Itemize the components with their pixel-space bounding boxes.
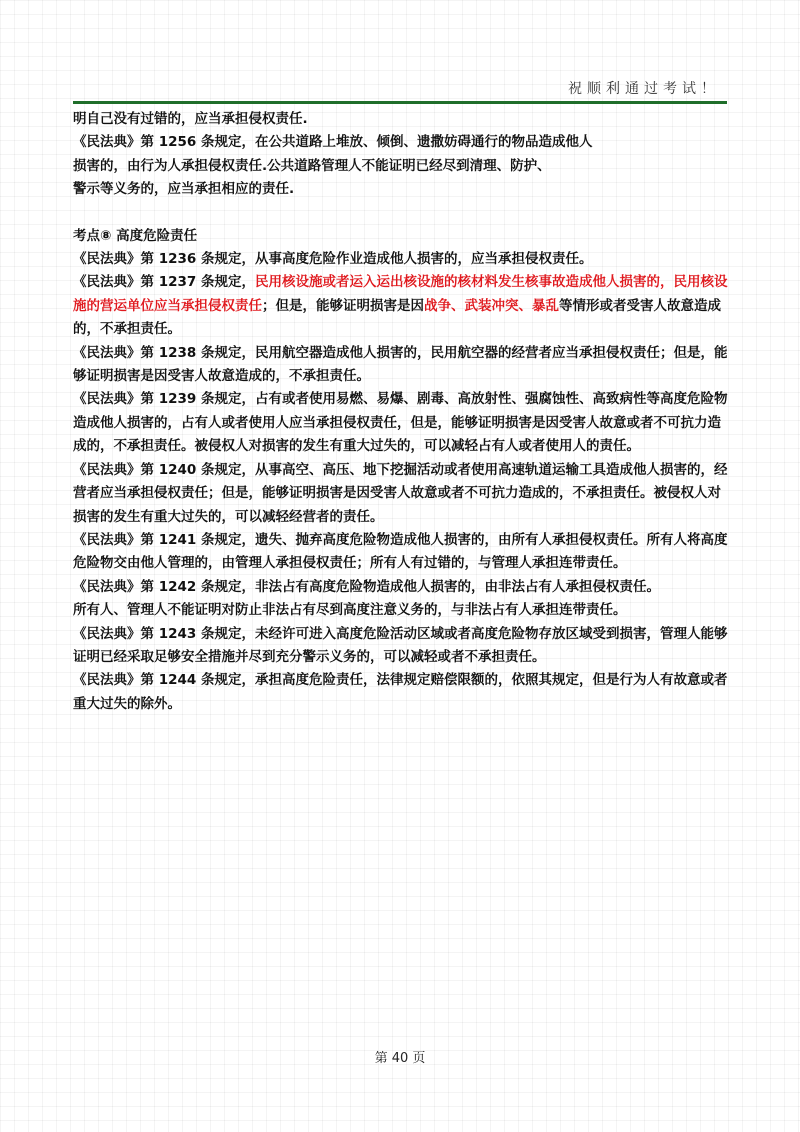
highlighted-text: 战争、武装冲突、暴乱 <box>424 297 559 314</box>
text-segment: 《民法典》第 1256 条规定，在公共道路上堆放、倾倒、遗撒妨碍通行的物品造成他人 <box>73 134 593 151</box>
text-segment: ；但是，能够证明损害是因 <box>262 297 424 314</box>
text-segment: 《民法典》第 1244 条规定，承担高度危险责任，法律规定赔偿限额的，依照其规定，但是行为人有故意或者重大过失的除外。 <box>73 672 728 712</box>
paragraph <box>73 131 732 154</box>
paragraph <box>73 248 732 271</box>
text-segment: 《民法典》第 1242 条规定，非法占有高度危险物造成他人损害的，由非法占有人承担侵权责任。 <box>73 578 660 595</box>
paragraph <box>73 178 732 201</box>
document-body <box>73 108 732 716</box>
text-segment: 《民法典》第 1243 条规定，未经许可进入高度危险活动区域或者高度危险物存放区域受到损害，管理人能够证明已经采取足够安全措施并尽到充分警示义务的，可以减轻或者不承担责任。 <box>73 625 728 665</box>
text-segment: 所有人、管理人不能证明对防止非法占有尽到高度注意义务的，与非法占有人承担连带责任。 <box>73 602 627 619</box>
text-segment: 明自己没有过错的，应当承担侵权责任. <box>73 111 308 127</box>
text-segment: 《民法典》第 1236 条规定，从事高度危险作业造成他人损害的，应当承担侵权责任。 <box>73 251 593 268</box>
paragraph <box>73 599 732 622</box>
paragraph <box>73 342 732 389</box>
paragraph <box>73 669 732 716</box>
paragraph <box>73 225 732 248</box>
text-segment: 《民法典》第 1238 条规定，民用航空器造成他人损害的，民用航空器的经营者应当承担侵权责任；但是，能够证明损害是因受害人故意造成的，不承担责任。 <box>73 344 728 385</box>
paragraph <box>73 576 732 599</box>
header-divider <box>73 101 727 104</box>
text-segment: 《民法典》第 1241 条规定，遗失、抛弃高度危险物造成他人损害的，由所有人承担侵权责任。所有人将高度危险物交由他人管理的，由管理人承担侵权责任；所有人有过错的，与管理人承担连带责任。 <box>73 531 728 572</box>
text-segment: 等情形或者受害人故意造成的，不承担责任。 <box>73 297 721 338</box>
paragraph <box>73 271 732 341</box>
text-segment: 损害的，由行为人承担侵权责任.公共道路管理人不能证明已经尽到清理、防护、 <box>73 157 551 174</box>
header-slogan: 祝顺利通过考试！ <box>568 81 720 97</box>
highlighted-text: 民用核设施或者运入运出核设施的核材料发生核事故造成他人损害的，民用核设施的营运单位应当承担侵权责任 <box>73 274 728 314</box>
paragraph <box>73 459 732 529</box>
paragraph <box>73 155 732 178</box>
paragraph <box>73 529 732 576</box>
text-segment: 《民法典》第 1239 条规定，占有或者使用易燃、易爆、剧毒、高放射性、强腐蚀性、高致病性等高度危险物造成他人损害的，占有人或者使用人应当承担侵权责任，但是，能够证明损害是因受害人故意或者不可抗力造成的，不承担责任。被侵权人对损害的发生有重大过失的，可以减轻占有人或者使用人的责任。 <box>73 391 728 455</box>
text-segment: 《民法典》第 1237 条规定， <box>73 274 255 291</box>
text-segment: 《民法典》第 1240 条规定，从事高空、高压、地下挖掘活动或者使用高速轨道运输工具造成他人损害的，经营者应当承担侵权责任；但是，能够证明损害是因受害人故意或者不可抗力造成的，不承担责任。被侵权人对损害的发生有重大过失的，可以减轻经营者的责任。 <box>73 461 728 525</box>
text-segment: 警示等义务的，应当承担相应的责任. <box>73 181 295 198</box>
paragraph <box>73 388 732 458</box>
text-segment: 考点⑧ 高度危险责任 <box>73 227 198 244</box>
paragraph <box>73 623 732 670</box>
paragraph <box>73 108 732 131</box>
page-number: 第 40 页 <box>374 1051 426 1066</box>
paragraph-gap <box>73 202 732 225</box>
